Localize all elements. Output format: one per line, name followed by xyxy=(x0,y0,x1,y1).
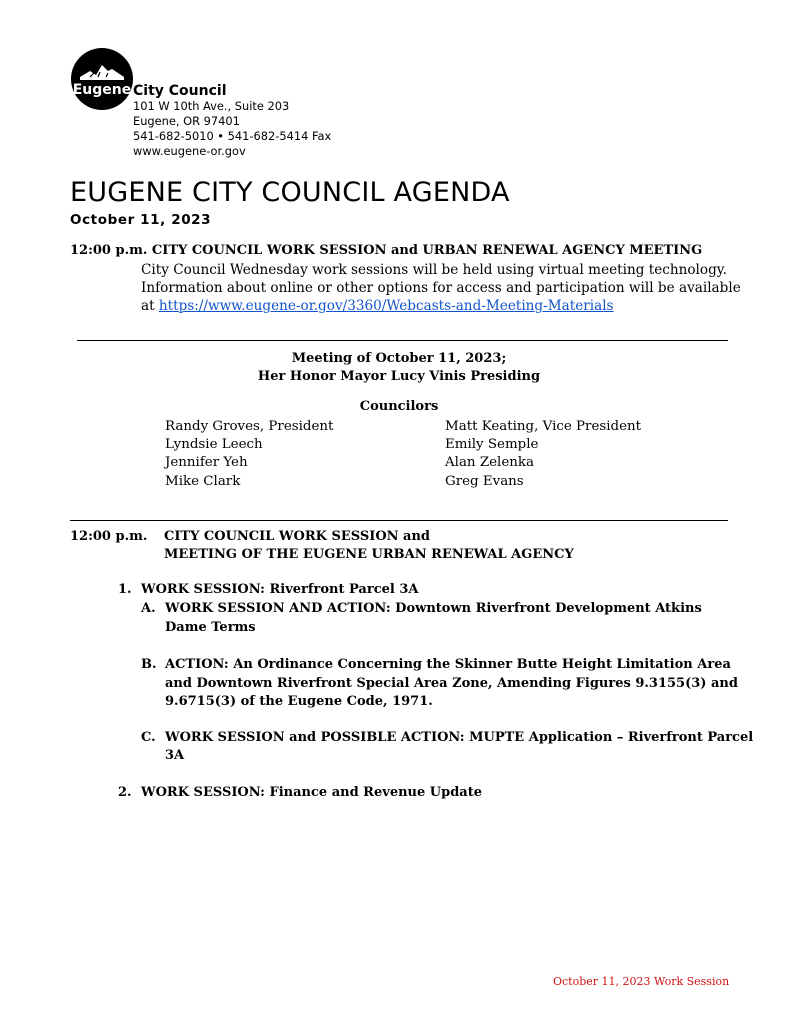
subitem-text: WORK SESSION and POSSIBLE ACTION: MUPTE Application – Riverfront Parcel xyxy=(165,730,754,745)
agenda-date: October 11, 2023 xyxy=(70,212,212,228)
councilor-name: Emily Semple xyxy=(445,437,539,452)
address-line-1: 101 W 10th Ave., Suite 203 xyxy=(133,99,290,113)
session-heading: 12:00 p.m. CITY COUNCIL WORK SESSION and URBAN RENEWAL AGENCY MEETING xyxy=(70,243,703,258)
virtual-note-line-1: City Council Wednesday work sessions will be held using virtual meeting technology. xyxy=(141,262,727,278)
subitem-text: 9.6715(3) of the Eugene Code, 1971. xyxy=(165,694,433,709)
divider-top xyxy=(77,340,728,341)
org-name: City Council xyxy=(133,83,227,99)
councilor-name: Greg Evans xyxy=(445,474,524,489)
virtual-note-line-2: Information about online or other options for access and participation will be available xyxy=(141,280,741,296)
councilor-name: Mike Clark xyxy=(165,474,241,489)
subitem-text: and Downtown Riverfront Special Area Zone, Amending Figures 9.3155(3) and xyxy=(165,676,738,691)
webcasts-link[interactable]: https://www.eugene-or.gov/3360/Webcasts-and-Meeting-Materials xyxy=(158,298,614,314)
presiding-officer: Her Honor Mayor Lucy Vinis Presiding xyxy=(257,369,541,384)
item-number: 1. xyxy=(118,582,132,597)
page-footer: October 11, 2023 Work Session xyxy=(553,975,730,988)
subitem-letter: B. xyxy=(141,657,157,672)
subitem-text: WORK SESSION AND ACTION: Downtown Riverfront Development Atkins xyxy=(165,601,702,616)
virtual-note-line-3 xyxy=(141,297,614,316)
subitem-text: ACTION: An Ordinance Concerning the Skinner Butte Height Limitation Area xyxy=(165,657,731,672)
subitem-text: 3A xyxy=(165,748,185,763)
councilor-name: Lyndsie Leech xyxy=(165,437,263,452)
address-line-2: Eugene, OR 97401 xyxy=(133,114,240,128)
city-logo xyxy=(70,47,134,111)
meeting-of: Meeting of October 11, 2023; xyxy=(291,351,507,366)
item-number: 2. xyxy=(118,785,132,800)
logo-wordmark: Eugene xyxy=(72,82,132,98)
website: www.eugene-or.gov xyxy=(133,144,246,158)
councilor-name: Jennifer Yeh xyxy=(165,455,248,470)
agenda-time: 12:00 p.m. xyxy=(70,529,148,544)
councilor-name: Randy Groves, President xyxy=(165,419,334,434)
councilor-name: Alan Zelenka xyxy=(445,455,534,470)
councilors-heading: Councilors xyxy=(359,399,439,414)
link-prefix: at xyxy=(141,298,159,314)
session-title-line-2: MEETING OF THE EUGENE URBAN RENEWAL AGENCY xyxy=(164,547,574,562)
subitem-text: Dame Terms xyxy=(165,620,256,635)
session-title-line-1: CITY COUNCIL WORK SESSION and xyxy=(164,529,431,544)
subitem-letter: C. xyxy=(141,730,156,745)
divider-bottom xyxy=(70,520,728,521)
agenda-title: EUGENE CITY COUNCIL AGENDA xyxy=(70,177,510,208)
phone-fax-line: 541-682-5010 • 541-682-5414 Fax xyxy=(133,129,332,143)
councilor-name: Matt Keating, Vice President xyxy=(445,419,642,434)
item-title: WORK SESSION: Finance and Revenue Update xyxy=(141,785,483,800)
subitem-letter: A. xyxy=(141,601,156,616)
item-title: WORK SESSION: Riverfront Parcel 3A xyxy=(141,582,419,597)
